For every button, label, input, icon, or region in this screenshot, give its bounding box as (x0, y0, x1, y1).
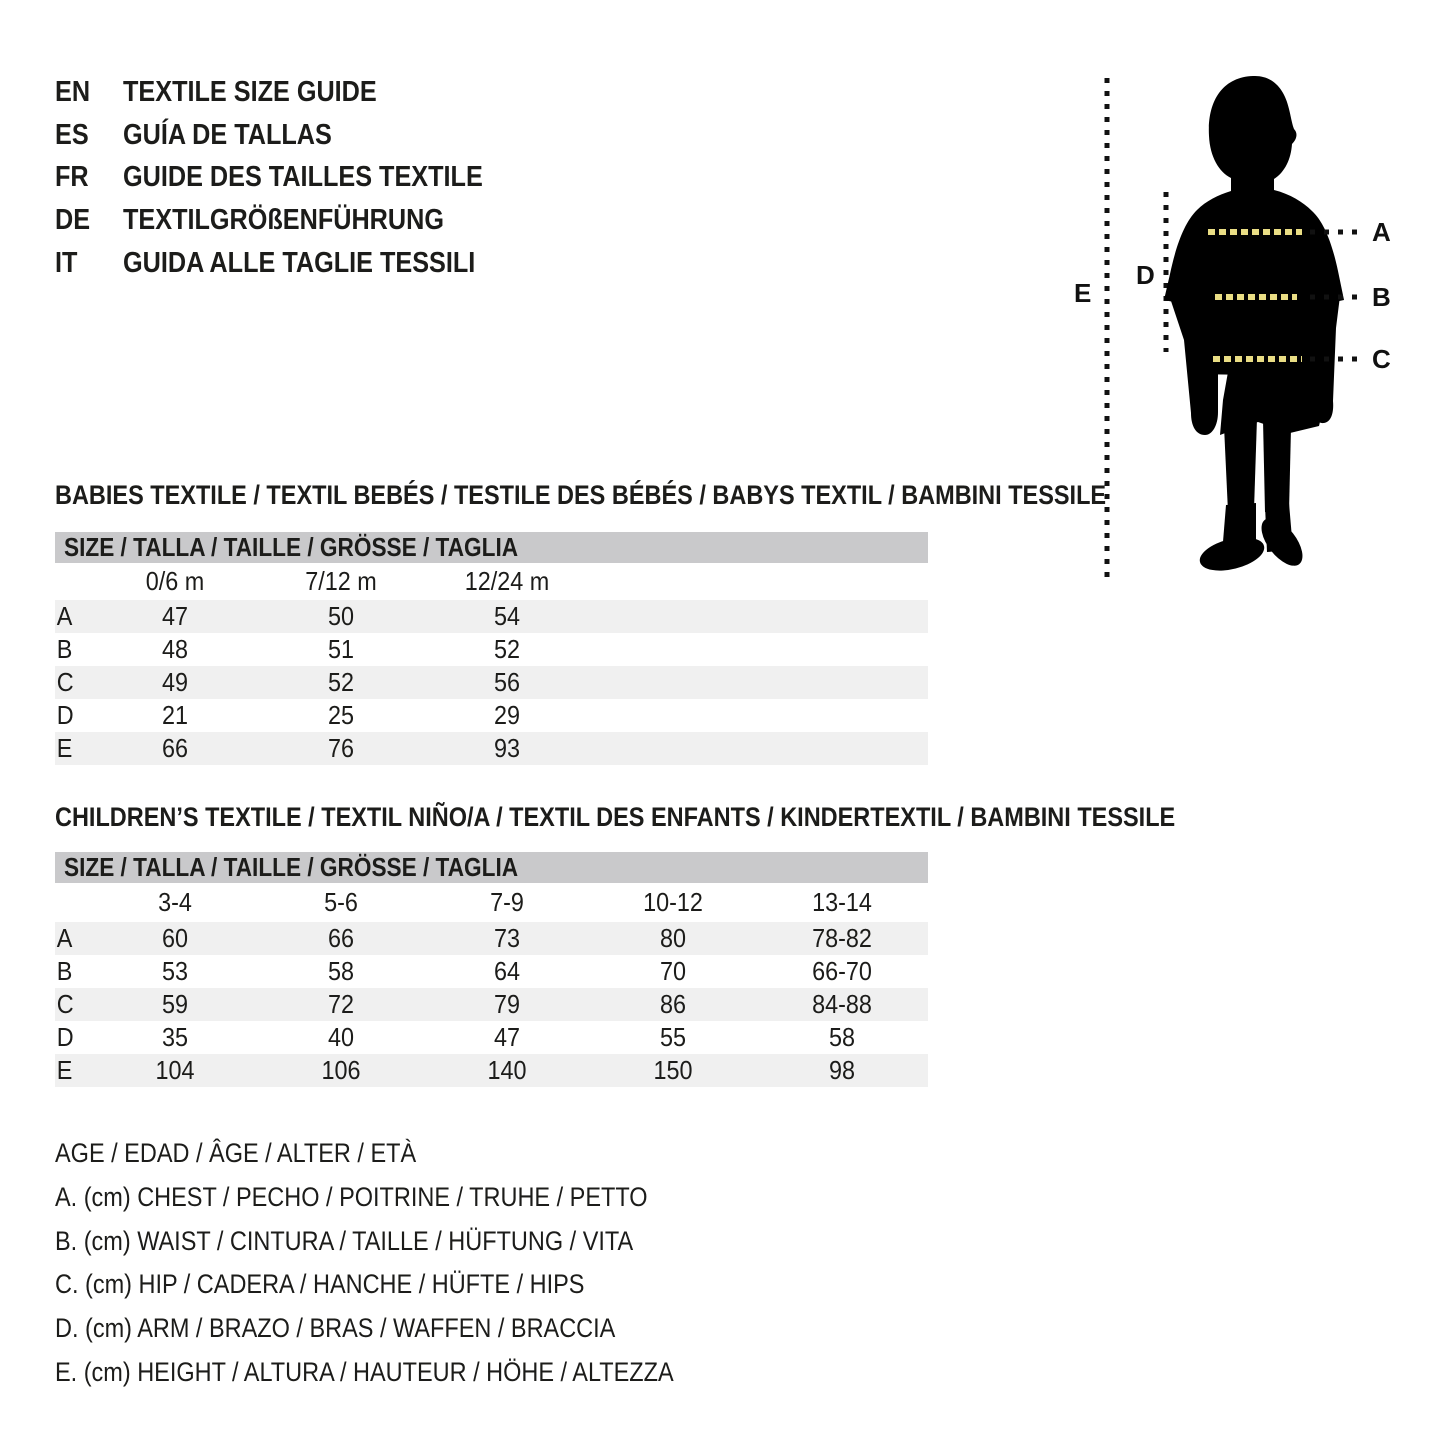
cell: 66 (161, 733, 189, 763)
column-header: 7-9 (490, 887, 524, 917)
row-label: A (56, 601, 73, 631)
row-label: C (56, 667, 74, 697)
legend-text: A. (cm) CHEST / PECHO / POITRINE / TRUHE / PETTO (55, 1182, 648, 1213)
cell: 47 (161, 601, 189, 631)
right-leg (1263, 420, 1291, 512)
size-header-label: SIZE / TALLA / TAILLE / GRÖSSE / TAGLIA (64, 852, 519, 882)
table-row (55, 666, 928, 699)
cell: 52 (327, 667, 355, 697)
column-header: 0/6 m (145, 566, 205, 596)
column-header: 13-14 (812, 887, 872, 917)
babies-size-header-bar (55, 532, 928, 563)
children-size-header-bar (55, 852, 928, 883)
cell: 54 (493, 601, 521, 631)
title-block (55, 71, 537, 285)
cell: 104 (155, 1055, 195, 1085)
cell: 56 (493, 667, 521, 697)
row-label: E (56, 1055, 73, 1085)
column-header: 7/12 m (305, 566, 377, 596)
cell: 66-70 (812, 956, 872, 986)
measure-label-e: E (1074, 278, 1092, 308)
page-title-es: GUÍA DE TALLAS (123, 118, 332, 151)
cell: 35 (161, 1022, 189, 1052)
row-label: D (56, 700, 74, 730)
cell: 79 (493, 989, 521, 1019)
row-label: A (56, 923, 73, 953)
table-row (55, 633, 928, 666)
left-arm (1168, 292, 1218, 435)
left-leg (1224, 418, 1257, 512)
legend-line-age (55, 1132, 766, 1176)
cell: 76 (327, 733, 355, 763)
cell: 58 (327, 956, 355, 986)
cell: 21 (161, 700, 189, 730)
legend-line-arm (55, 1307, 766, 1351)
cell: 84-88 (812, 989, 872, 1019)
babies-section-title: BABIES TEXTILE / TEXTIL BEBÉS / TESTILE DES BÉBÉS / BABYS TEXTIL / BAMBINI TESSILE (55, 480, 1107, 510)
language-code: ES (55, 118, 89, 151)
cell: 59 (161, 989, 189, 1019)
children-section-title: CHILDREN’S TEXTILE / TEXTIL NIÑO/A / TEXTIL DES ENFANTS / KINDERTEXTIL / BAMBINI TESSILE (55, 802, 1176, 832)
column-header: 3-4 (158, 887, 192, 917)
legend-text: D. (cm) ARM / BRAZO / BRAS / WAFFEN / BRACCIA (55, 1313, 616, 1344)
babies-column-headers (55, 563, 928, 600)
page-title-de: TEXTILGRÖßENFÜHRUNG (123, 204, 444, 237)
legend-line-height (55, 1350, 766, 1394)
page-title: TEXTILE SIZE GUIDE (123, 75, 377, 108)
cell: 53 (161, 956, 189, 986)
table-row (55, 699, 928, 732)
title-line-de (55, 199, 537, 242)
cell: 66 (327, 923, 355, 953)
page-title-fr: GUIDE DES TAILLES TEXTILE (123, 161, 483, 194)
cell: 58 (828, 1022, 856, 1052)
table-row (55, 1054, 928, 1087)
legend-text: AGE / EDAD / ÂGE / ALTER / ETÀ (55, 1138, 417, 1169)
row-label: C (56, 989, 74, 1019)
row-label: B (56, 956, 73, 986)
child-silhouette (1164, 76, 1344, 577)
legend-text: E. (cm) HEIGHT / ALTURA / HAUTEUR / HÖHE / ALTEZZA (55, 1356, 674, 1387)
measure-label-b: B (1372, 282, 1391, 312)
cell: 73 (493, 923, 521, 953)
cell: 51 (327, 634, 355, 664)
children-size-table (55, 852, 928, 1087)
language-code: DE (55, 204, 91, 237)
cell: 29 (493, 700, 521, 730)
row-label: B (56, 634, 73, 664)
cell: 50 (327, 601, 355, 631)
table-row (55, 1021, 928, 1054)
child-silhouette-diagram (1060, 60, 1445, 590)
language-code: EN (55, 75, 91, 108)
legend-text: B. (cm) WAIST / CINTURA / TAILLE / HÜFTUNG / VITA (55, 1225, 634, 1256)
cell: 55 (659, 1022, 687, 1052)
measurement-legend (55, 1132, 766, 1394)
measure-label-d: D (1136, 260, 1155, 290)
title-line-en (55, 71, 537, 114)
language-code: IT (55, 247, 78, 280)
language-code: FR (55, 161, 89, 194)
cell: 64 (493, 956, 521, 986)
table-row (55, 988, 928, 1021)
cell: 49 (161, 667, 189, 697)
cell: 78-82 (812, 923, 872, 953)
cell: 72 (327, 989, 355, 1019)
title-line-fr (55, 157, 537, 200)
title-line-it (55, 242, 537, 285)
row-label: D (56, 1022, 74, 1052)
cell: 52 (493, 634, 521, 664)
table-row (55, 600, 928, 633)
legend-text: C. (cm) HIP / CADERA / HANCHE / HÜFTE / HIPS (55, 1269, 585, 1300)
cell: 40 (327, 1022, 355, 1052)
cell: 47 (493, 1022, 521, 1052)
size-header-label: SIZE / TALLA / TAILLE / GRÖSSE / TAGLIA (64, 532, 519, 562)
cell: 60 (161, 923, 189, 953)
row-label: E (56, 733, 73, 763)
babies-size-table (55, 532, 928, 765)
children-column-headers (55, 883, 928, 922)
cell: 140 (487, 1055, 527, 1085)
cell: 98 (828, 1055, 856, 1085)
cell: 48 (161, 634, 189, 664)
measure-label-a: A (1372, 217, 1391, 247)
table-row (55, 955, 928, 988)
cell: 25 (327, 700, 355, 730)
legend-line-hip (55, 1263, 766, 1307)
table-row (55, 922, 928, 955)
measure-label-c: C (1372, 344, 1391, 374)
legend-line-waist (55, 1219, 766, 1263)
column-header: 12/24 m (464, 566, 550, 596)
legend-line-chest (55, 1176, 766, 1220)
cell: 93 (493, 733, 521, 763)
title-line-es (55, 114, 537, 157)
cell: 70 (659, 956, 687, 986)
column-header: 10-12 (643, 887, 703, 917)
cell: 80 (659, 923, 687, 953)
cell: 106 (321, 1055, 361, 1085)
column-header: 5-6 (324, 887, 358, 917)
cell: 150 (653, 1055, 693, 1085)
cell: 86 (659, 989, 687, 1019)
page-title-it: GUIDA ALLE TAGLIE TESSILI (123, 247, 476, 280)
table-row (55, 732, 928, 765)
